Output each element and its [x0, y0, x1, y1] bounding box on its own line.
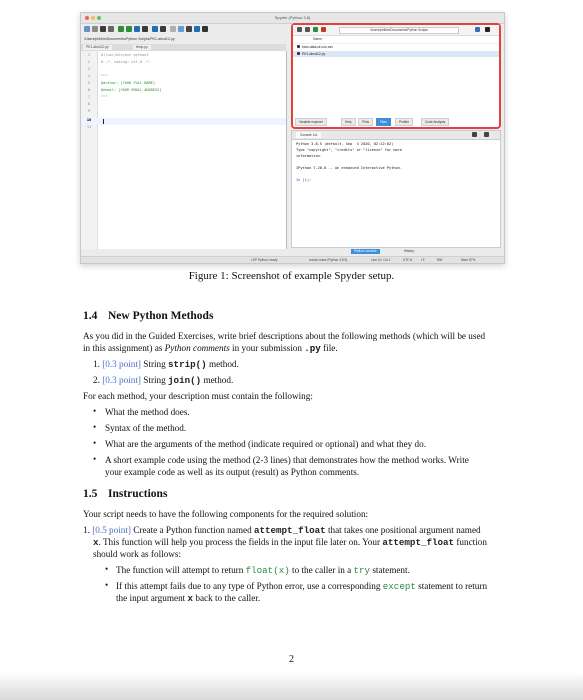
right-arrow-icon[interactable]: [485, 27, 490, 32]
editor-tab-main[interactable]: PK1-abcd12.py: [83, 45, 112, 50]
status-memory: Mem 67%: [461, 258, 476, 262]
tab-ipython-console[interactable]: IPython console: [351, 249, 380, 254]
file-item[interactable]: [293, 51, 499, 57]
pane-tabs: [291, 116, 501, 126]
line-number: 10: [86, 118, 92, 122]
code-line: # -*- coding: utf-8 -*-: [101, 60, 151, 64]
page-edge-shadow: [0, 672, 583, 700]
instruction-item: should work as follows:: [93, 549, 182, 559]
options-icon[interactable]: [484, 132, 489, 137]
bullet-icon: •: [93, 438, 97, 448]
debug-icon: [142, 26, 148, 32]
section-heading-1-4: [83, 310, 213, 322]
step-icon: [152, 26, 158, 32]
status-encoding: UTF-8: [403, 258, 413, 262]
stop-icon: [160, 26, 166, 32]
code-line: @email: [YOUR EMAIL ADDRESS]: [101, 88, 162, 92]
line-number: 8: [87, 102, 91, 106]
section-number: 1.4: [83, 310, 98, 322]
preferences-icon: [178, 26, 184, 32]
tab-history[interactable]: History: [401, 249, 417, 254]
status-bar: [81, 256, 504, 264]
folder-icon[interactable]: [475, 27, 480, 32]
bullet-icon: •: [93, 454, 97, 464]
section-heading-1-5: [83, 488, 167, 500]
status-eol: LF: [421, 258, 425, 262]
line-number: 7: [87, 95, 91, 99]
console-tabbar: [292, 131, 500, 140]
status-conda: conda: base (Python 3.8.5): [309, 258, 348, 262]
line-number: 11: [86, 125, 92, 129]
bullet-text: your example code as well as its output (result) as Python comments.: [105, 467, 360, 477]
open-file-icon: [92, 26, 98, 32]
code-line: @author: [YOUR FULL NAME]: [101, 81, 156, 85]
line-number: 1: [87, 53, 91, 57]
run-icon: [118, 26, 124, 32]
code-line: """: [101, 74, 108, 78]
method-item: 1. [0.3 point] String strip() method.: [93, 359, 239, 370]
console-line: Python 3.8.5 (default, Sep 4 2020, 02:22:02): [296, 142, 394, 146]
file-item[interactable]: [293, 44, 499, 50]
line-number: 9: [87, 109, 91, 113]
forward-icon[interactable]: [305, 27, 310, 32]
run-cell-advance-icon: [134, 26, 140, 32]
line-number: 3: [87, 67, 91, 71]
bullet-text: the input argument x back to the caller.: [116, 593, 261, 604]
status-rw: RW: [437, 258, 443, 262]
tab-code-analysis[interactable]: Code Analysis: [421, 118, 449, 126]
grid-icon: [202, 26, 208, 32]
editor-path: /Users/philbin/Documents/Python Scripts/PK1-abcd12.py: [84, 37, 175, 41]
window-title: Spyder (Python 3.8): [274, 15, 311, 20]
tab-help[interactable]: Help: [341, 118, 356, 126]
bullet-text: What the method does.: [105, 407, 190, 417]
line-number: 5: [87, 81, 91, 85]
code-editor[interactable]: [81, 51, 287, 249]
tab-profiler[interactable]: Profiler: [395, 118, 413, 126]
line-number: 6: [87, 88, 91, 92]
name-column-label: Name: [313, 37, 323, 41]
editor-tab-temp[interactable]: temp.py: [133, 45, 151, 50]
code-line: #!/usr/bin/env python3: [101, 53, 149, 57]
code-line: """: [101, 95, 108, 99]
files-column-header: [293, 36, 499, 44]
line-number: 2: [87, 60, 91, 64]
console-bottom-tabs: [291, 249, 501, 255]
instruction-item: x. This function will help you process the fields in the input file later on. Your attempt_float function: [93, 537, 487, 548]
console-line: Type "copyright", "credits" or "license" for more: [296, 148, 403, 152]
file-name: bam-data-of-con.csv: [302, 45, 333, 49]
section-number: 1.5: [83, 488, 98, 500]
save-icon: [100, 26, 106, 32]
console-line: information.: [296, 154, 322, 158]
paragraph-line: in this assignment) as Python comments in your submission .py file.: [83, 343, 338, 354]
python-file-icon: [297, 52, 300, 55]
console-line: IPython 7.20.0 -- An enhanced Interactive Python.: [296, 166, 403, 170]
console-prompt: In [1]:: [296, 178, 312, 182]
spyder-screenshot: [80, 12, 505, 264]
bullet-text: What are the arguments of the method (indicate required or optional) and what they do.: [105, 439, 427, 449]
tab-variable-explorer[interactable]: Variable explorer: [295, 118, 327, 126]
instruction-item: 1. [0.5 point] Create a Python function named attempt_float that takes one positional argument named: [83, 525, 481, 536]
ipython-console[interactable]: [291, 130, 501, 248]
bullet-icon: •: [105, 580, 109, 590]
bullet-icon: •: [93, 422, 97, 432]
tab-plots[interactable]: Plots: [358, 118, 373, 126]
save-all-icon: [108, 26, 114, 32]
stop-kernel-icon[interactable]: [472, 132, 477, 137]
editor-tabs: [81, 44, 286, 51]
file-name: PK1-abcd12.py: [302, 52, 326, 56]
new-file-icon: [84, 26, 90, 32]
tab-files[interactable]: Files: [376, 118, 391, 126]
files-path-field[interactable]: /Users/philbin/Documents/Python Scripts: [339, 27, 459, 34]
toolbar: [81, 24, 286, 34]
status-lsp: LSP Python: ready: [251, 258, 278, 262]
section-title: New Python Methods: [108, 310, 214, 322]
line-number: 4: [87, 74, 91, 78]
console-tab[interactable]: Console 1/A: [296, 132, 321, 138]
file-icon: [297, 45, 300, 48]
current-line-highlight: [81, 118, 286, 125]
parent-dir-icon[interactable]: [313, 27, 318, 32]
run-cell-icon: [126, 26, 132, 32]
paragraph-line: Your script needs to have the following components for the required solution:: [83, 509, 369, 519]
bullet-text: The function will attempt to return float(x) to the caller in a try statement.: [116, 565, 410, 576]
browse-icon[interactable]: [321, 27, 326, 32]
bullet-icon: •: [93, 406, 97, 416]
files-toolbar: [293, 25, 499, 36]
fast-forward-icon: [194, 26, 200, 32]
bullet-text: Syntax of the method.: [105, 423, 187, 433]
method-item: 2. [0.3 point] String join() method.: [93, 375, 234, 386]
text-cursor: [103, 119, 104, 124]
paragraph-line: As you did in the Guided Exercises, write brief descriptions about the following methods (which will be used: [83, 331, 486, 341]
bullet-text: A short example code using the method (2-3 lines) that demonstrates how the method works. Write: [105, 455, 469, 465]
python-path-icon: [186, 26, 192, 32]
section-title: Instructions: [108, 488, 168, 500]
bullet-text: If this attempt fails due to any type of Python error, use a corresponding except statement to return: [116, 581, 488, 592]
status-position: Line 10, Col 1: [371, 258, 391, 262]
maximize-pane-icon: [170, 26, 176, 32]
bullet-icon: •: [105, 564, 109, 574]
page-number: 2: [289, 654, 294, 665]
paragraph-line: For each method, your description must contain the following:: [83, 391, 313, 401]
back-icon[interactable]: [297, 27, 302, 32]
files-pane: [291, 23, 501, 129]
figure-caption: Figure 1: Screenshot of example Spyder setup.: [188, 270, 395, 282]
